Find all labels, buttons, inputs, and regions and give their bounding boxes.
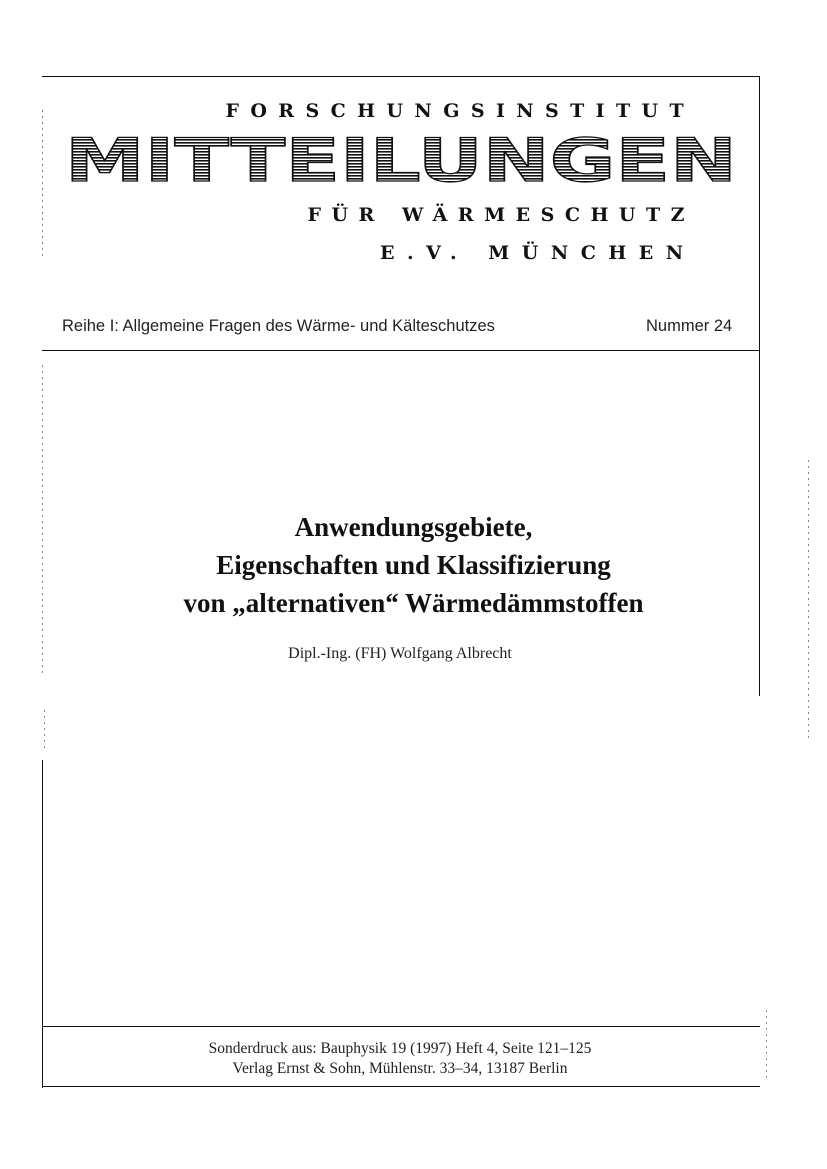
- institute-location-line: E.V. MÜNCHEN: [380, 242, 696, 264]
- article-title-line: von „alternativen“ Wärmedämmstoffen: [183, 588, 644, 618]
- header-divider-rule: [42, 350, 760, 351]
- institute-name-line: FORSCHUNGSINSTITUT: [225, 100, 695, 122]
- series-label: Reihe I: Allgemeine Fragen des Wärme- und Kälteschutzes: [62, 317, 495, 335]
- article-title: [0, 508, 827, 622]
- scan-mark-left-1: [42, 110, 43, 260]
- masthead-title: [64, 133, 739, 185]
- scan-mark-left-3: [44, 710, 45, 750]
- author-name: Dipl.-Ing. (FH) Wolfgang Albrecht: [288, 645, 512, 662]
- institute-subtitle-line: FÜR WÄRMESCHUTZ: [307, 204, 695, 226]
- publisher-address-line: Verlag Ernst & Sohn, Mühlenstr. 33–34, 13187 Berlin: [232, 1060, 568, 1077]
- bottom-rule: [42, 1086, 760, 1087]
- article-title-line: Eigenschaften und Klassifizierung: [216, 550, 611, 580]
- issue-number: Nummer 24: [646, 317, 733, 335]
- source-citation-line: Sonderdruck aus: Bauphysik 19 (1997) Heft 4, Seite 121–125: [208, 1040, 592, 1057]
- masthead-title-text: MITTEILUNGEN: [65, 133, 737, 185]
- footer-top-rule: [42, 1026, 760, 1027]
- top-rule: [42, 76, 760, 77]
- article-title-line: Anwendungsgebiete,: [294, 512, 533, 542]
- source-citation: [0, 1039, 800, 1079]
